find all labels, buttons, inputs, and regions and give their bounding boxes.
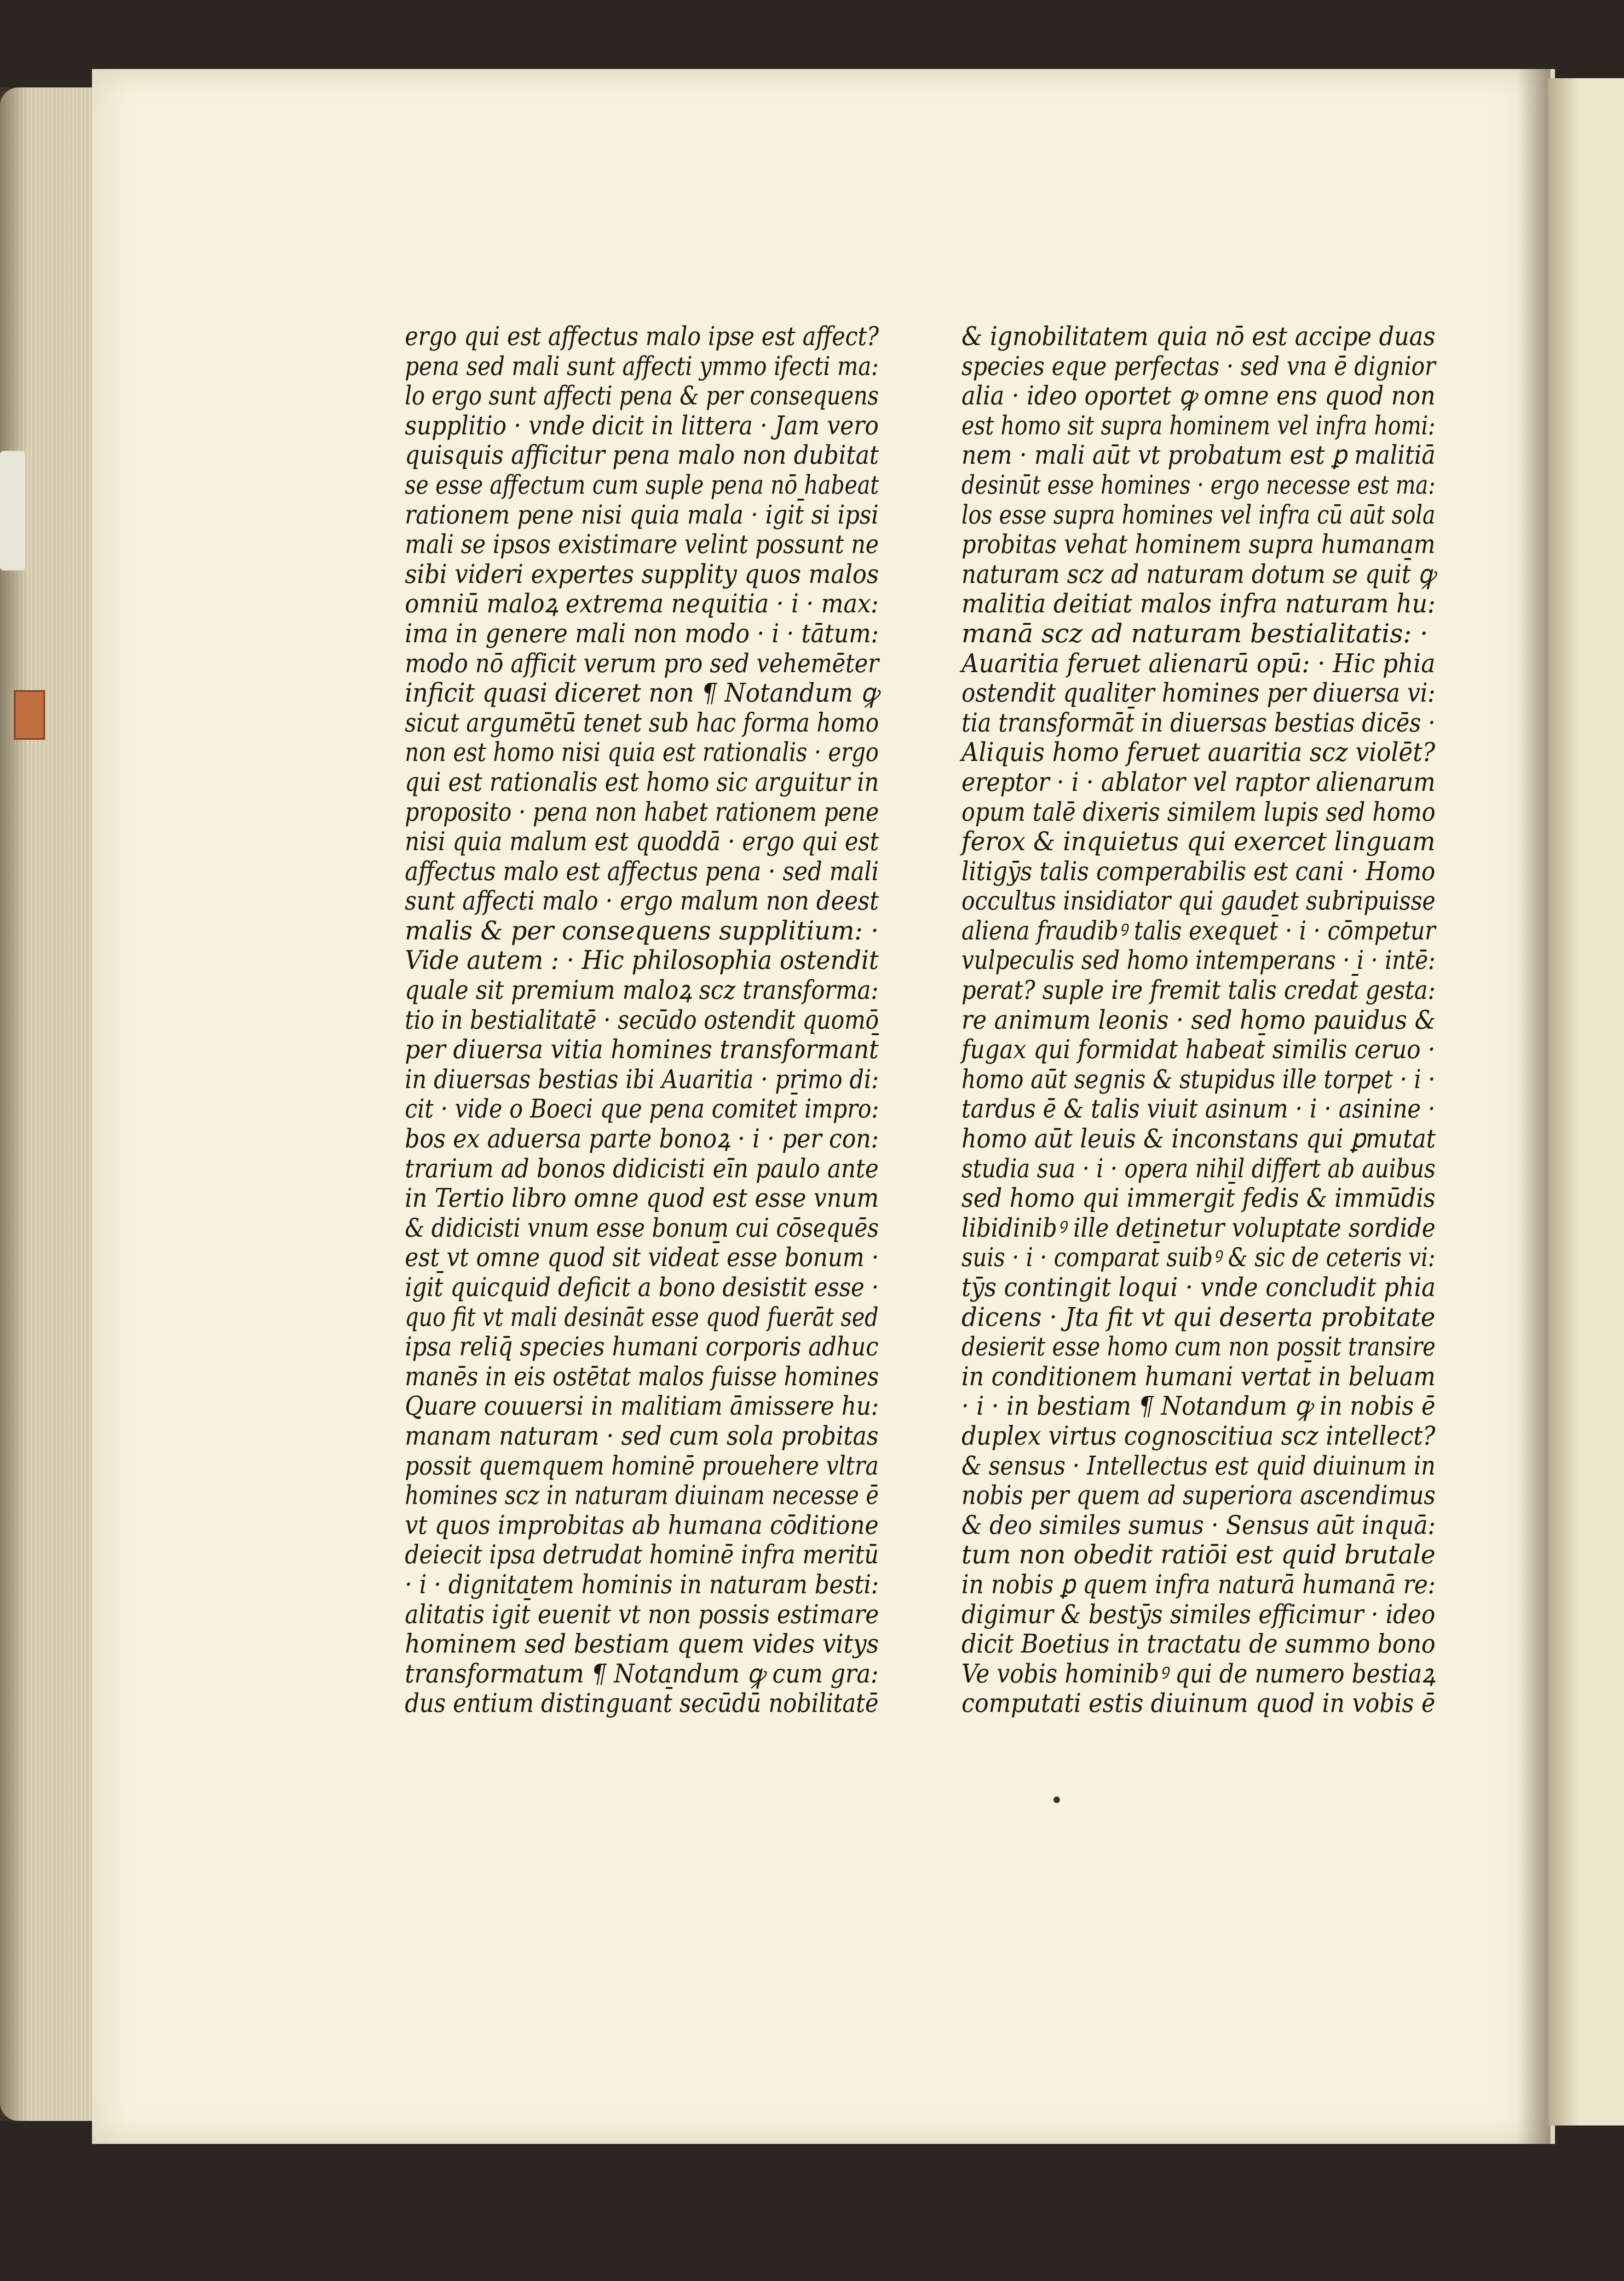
text-line: desinūt esse homines · ergo necesse est ma: (962, 470, 1435, 500)
text-line: est vt omne quod sit videat̄ esse bonum · (405, 1243, 879, 1273)
text-line: quisquis afficitur pena malo non dubitat (405, 440, 879, 471)
text-line: & didicisti vnum esse bonum cui cōsequēs (405, 1213, 879, 1243)
text-line: affectus malo est affectus pena · sed mali (405, 856, 879, 887)
text-line: bos ex aduersa parte bonoꝝ · i · per con: (405, 1124, 879, 1154)
text-line: sibi videri expertes supplity quos malos (405, 559, 879, 589)
text-line: manam naturam · sed cum sola probitas (405, 1421, 879, 1451)
clip-marker (0, 451, 25, 570)
text-line: naturam scz ad naturam dotum se quit̄ ꝙ (962, 559, 1435, 589)
text-line: alitatis igit̄ euenit vt non possis estimare (405, 1599, 879, 1630)
text-line: possit quemquem hominē prouehere vltra (405, 1451, 879, 1481)
text-line: trarium ad bonos didicisti eīn paulo ante (405, 1153, 879, 1184)
text-line: homo aūt leuis & inconstans qui ꝑmutat (962, 1124, 1436, 1154)
text-line: occultus insidiator qui gaudet subripuisse (962, 886, 1436, 916)
text-line: aliena fraudibꝰ talis exequet̄ · i · cōmpetur (962, 916, 1436, 946)
text-line: & deo similes sumus · Sensus aūt inquā: (962, 1510, 1436, 1540)
gutter-shadow (1518, 69, 1550, 2144)
text-line: & ignobilitatem quia nō est accipe duas (962, 322, 1435, 351)
text-line: tum non obedit ratiōi est quid brutale (962, 1540, 1436, 1570)
text-line: se esse affectum cum suple pena nō habeat (405, 470, 879, 500)
text-line: tȳs contingit loqui · vnde concludit phia (962, 1273, 1436, 1302)
text-line: lo ergo sunt affecti pena & per consequens (405, 381, 879, 411)
text-line: · i · in bestiam ¶ Notandum ꝙ in nobis ē (962, 1391, 1435, 1422)
text-line: sunt affecti malo · ergo malum non deest (405, 886, 879, 916)
text-line: nisi quia malum est quoddā · ergo qui est (405, 827, 879, 857)
text-line: species eque perfectas · sed vna ē dignior (962, 351, 1436, 381)
text-line: desierit esse homo cum non possit transire (962, 1332, 1436, 1362)
text-line: transformatum ¶ Notandum ꝙ cum gra: (405, 1659, 879, 1689)
text-line: tia transformāt̄ in diuersas bestias dicēs · (962, 708, 1435, 738)
text-line: Quare couuersi in malitiam āmissere hu: (405, 1391, 879, 1422)
text-line: in conditionem humani vertat̄ in beluam (962, 1361, 1436, 1392)
text-line: studia sua · i · opera nihil differt ab auibus (962, 1153, 1436, 1184)
text-line: alia · ideo oportet ꝙ omne ens quod non (962, 381, 1435, 411)
text-line: perat? suple ire fremit talis credat̄ gesta: (962, 975, 1436, 1006)
text-line: libidinibꝰ ille detinetur voluptate sordide (962, 1213, 1436, 1243)
tab-marker (14, 690, 45, 740)
text-line: · i · dignitatem hominis in naturam besti: (405, 1569, 879, 1600)
text-line: in Tertio libro omne quod est esse vnum (405, 1183, 879, 1214)
text-line: vulpeculis sed homo intemperans · i · intē: (962, 945, 1436, 976)
text-line: suis · i · comparat̄ suibꝰ & sic de ceteris vi: (962, 1243, 1435, 1273)
text-line: supplitio · vnde dicit in littera · Jam vero (405, 410, 879, 441)
text-line: est homo sit supra hominem vel infra homi: (962, 410, 1435, 441)
text-column-left (405, 322, 879, 1719)
text-column-right (962, 322, 1435, 1719)
text-line: nem · mali aūt vt probatum est ꝑ malitiā (962, 440, 1436, 471)
text-line: probitas vehat hominem supra humanam (962, 530, 1435, 560)
text-line: tardus ē & talis viuit asinum · i · asinine · (962, 1094, 1435, 1124)
text-line: Ve vobis hominibꝰ qui de numero bestiaꝝ (962, 1659, 1435, 1689)
text-line: manā scz ad naturam bestialitatis: · (962, 618, 1428, 649)
facing-page-edge (1548, 78, 1624, 2125)
text-line: Vide autem : · Hic philosophia ostendit (405, 945, 879, 976)
text-line: dus entium distinguant̄ secūdū nobilitatē (405, 1688, 879, 1719)
text-line: inficit quasi diceret non ¶ Notandum ꝙ (405, 678, 879, 708)
text-line: mali se ipsos existimare velint possunt ne (405, 530, 879, 560)
text-line: pena sed mali sunt affecti ymmo ifecti ma: (405, 351, 879, 381)
text-line: vt quos improbitas ab humana cōditione (405, 1510, 879, 1540)
ink-stain (1054, 1797, 1060, 1803)
text-line: Aliquis homo feruet auaritia scz violēt? (962, 737, 1435, 768)
text-line: opum talē dixeris similem lupis sed homo (962, 797, 1435, 827)
text-line: manēs in eis ostētat malos fuisse homines (405, 1361, 879, 1392)
text-line: quo fit vt mali desināt esse quod fuerāt sed (405, 1302, 879, 1332)
text-line: ipsa reliq̄ species humani corporis adhuc (405, 1332, 879, 1362)
text-line: modo nō afficit verum pro sed vehemēter (405, 648, 879, 679)
text-line: dicens · Jta fit vt qui deserta probitate (962, 1302, 1435, 1332)
text-line: in nobis ꝑ quem infra naturā humanā re: (962, 1569, 1436, 1600)
text-line: omniū maloꝝ extrema nequitia · i · max: (405, 589, 879, 619)
text-line: in diuersas bestias ibi Auaritia · primo di: (405, 1064, 879, 1094)
text-line: proposito · pena non habet rationem pene (405, 797, 879, 827)
text-line: ostendit qualiter homines per diuersa vi: (962, 678, 1435, 708)
text-line: ereptor · i · ablator vel raptor alienarum (962, 767, 1435, 797)
text-line: quale sit premium maloꝝ scz transforma: (405, 975, 879, 1006)
text-line: Auaritia feruet alienarū opū: · Hic phia (962, 648, 1435, 679)
text-line: homo aūt segnis & stupidus ille torpet · i · (962, 1064, 1435, 1094)
text-line: cit · vide o Boeci que pena comitet̄ impro: (405, 1094, 879, 1124)
text-line: los esse supra homines vel infra cū aūt sola (962, 500, 1435, 530)
text-line: hominem sed bestiam quem vides vitys (405, 1629, 879, 1659)
text-line: litigȳs talis comperabilis est cani · Homo (962, 856, 1435, 887)
text-line: tio in bestialitatē · secūdo ostendit quomō (405, 1005, 879, 1035)
text-line: rationem pene nisi quia mala · igit̄ si ipsi (405, 500, 879, 530)
text-line: ima in genere mali non modo · i · tātum: (405, 618, 879, 649)
text-line: computati estis diuinum quod in vobis ē (962, 1688, 1435, 1719)
text-line: dicit Boetius in tractatu de summo bono (962, 1629, 1436, 1659)
text-line: ferox & inquietus qui exercet linguam (962, 827, 1435, 857)
text-line: fugax qui formidat habeat̄ similis ceruo · (962, 1035, 1435, 1065)
text-line: qui est rationalis est homo sic arguitur in (405, 767, 879, 797)
text-line: duplex virtus cognoscitiua scz intellect? (962, 1421, 1435, 1451)
text-line: re animum leonis · sed homo pauidus & (962, 1005, 1436, 1035)
text-line: malitia deitiat malos infra naturam hu: (962, 589, 1436, 619)
text-line: sed homo qui immergit̄ fedis & immūdis (962, 1183, 1436, 1214)
text-line: per diuersa vitia homines transformant̄ (405, 1035, 879, 1065)
text-line: malis & per consequens supplitium: · (405, 916, 879, 946)
text-line: ergo qui est affectus malo ipse est affect? (405, 322, 879, 351)
text-line: deiecit ipsa detrudat hominē infra meritū (405, 1540, 879, 1570)
text-line: igit̄ quicquid deficit a bono desistit esse · (405, 1273, 879, 1302)
text-line: digimur & bestȳs similes efficimur · ideo (962, 1599, 1435, 1630)
text-line: homines scz in naturam diuinam necesse ē (405, 1480, 879, 1511)
text-line: nobis per quem ad superiora ascendimus (962, 1480, 1436, 1511)
text-line: non est homo nisi quia est rationalis · ergo (405, 737, 879, 768)
text-line: & sensus · Intellectus est quid diuinum in (962, 1451, 1436, 1481)
text-line: sicut argumētū tenet sub hac forma homo (405, 708, 879, 738)
